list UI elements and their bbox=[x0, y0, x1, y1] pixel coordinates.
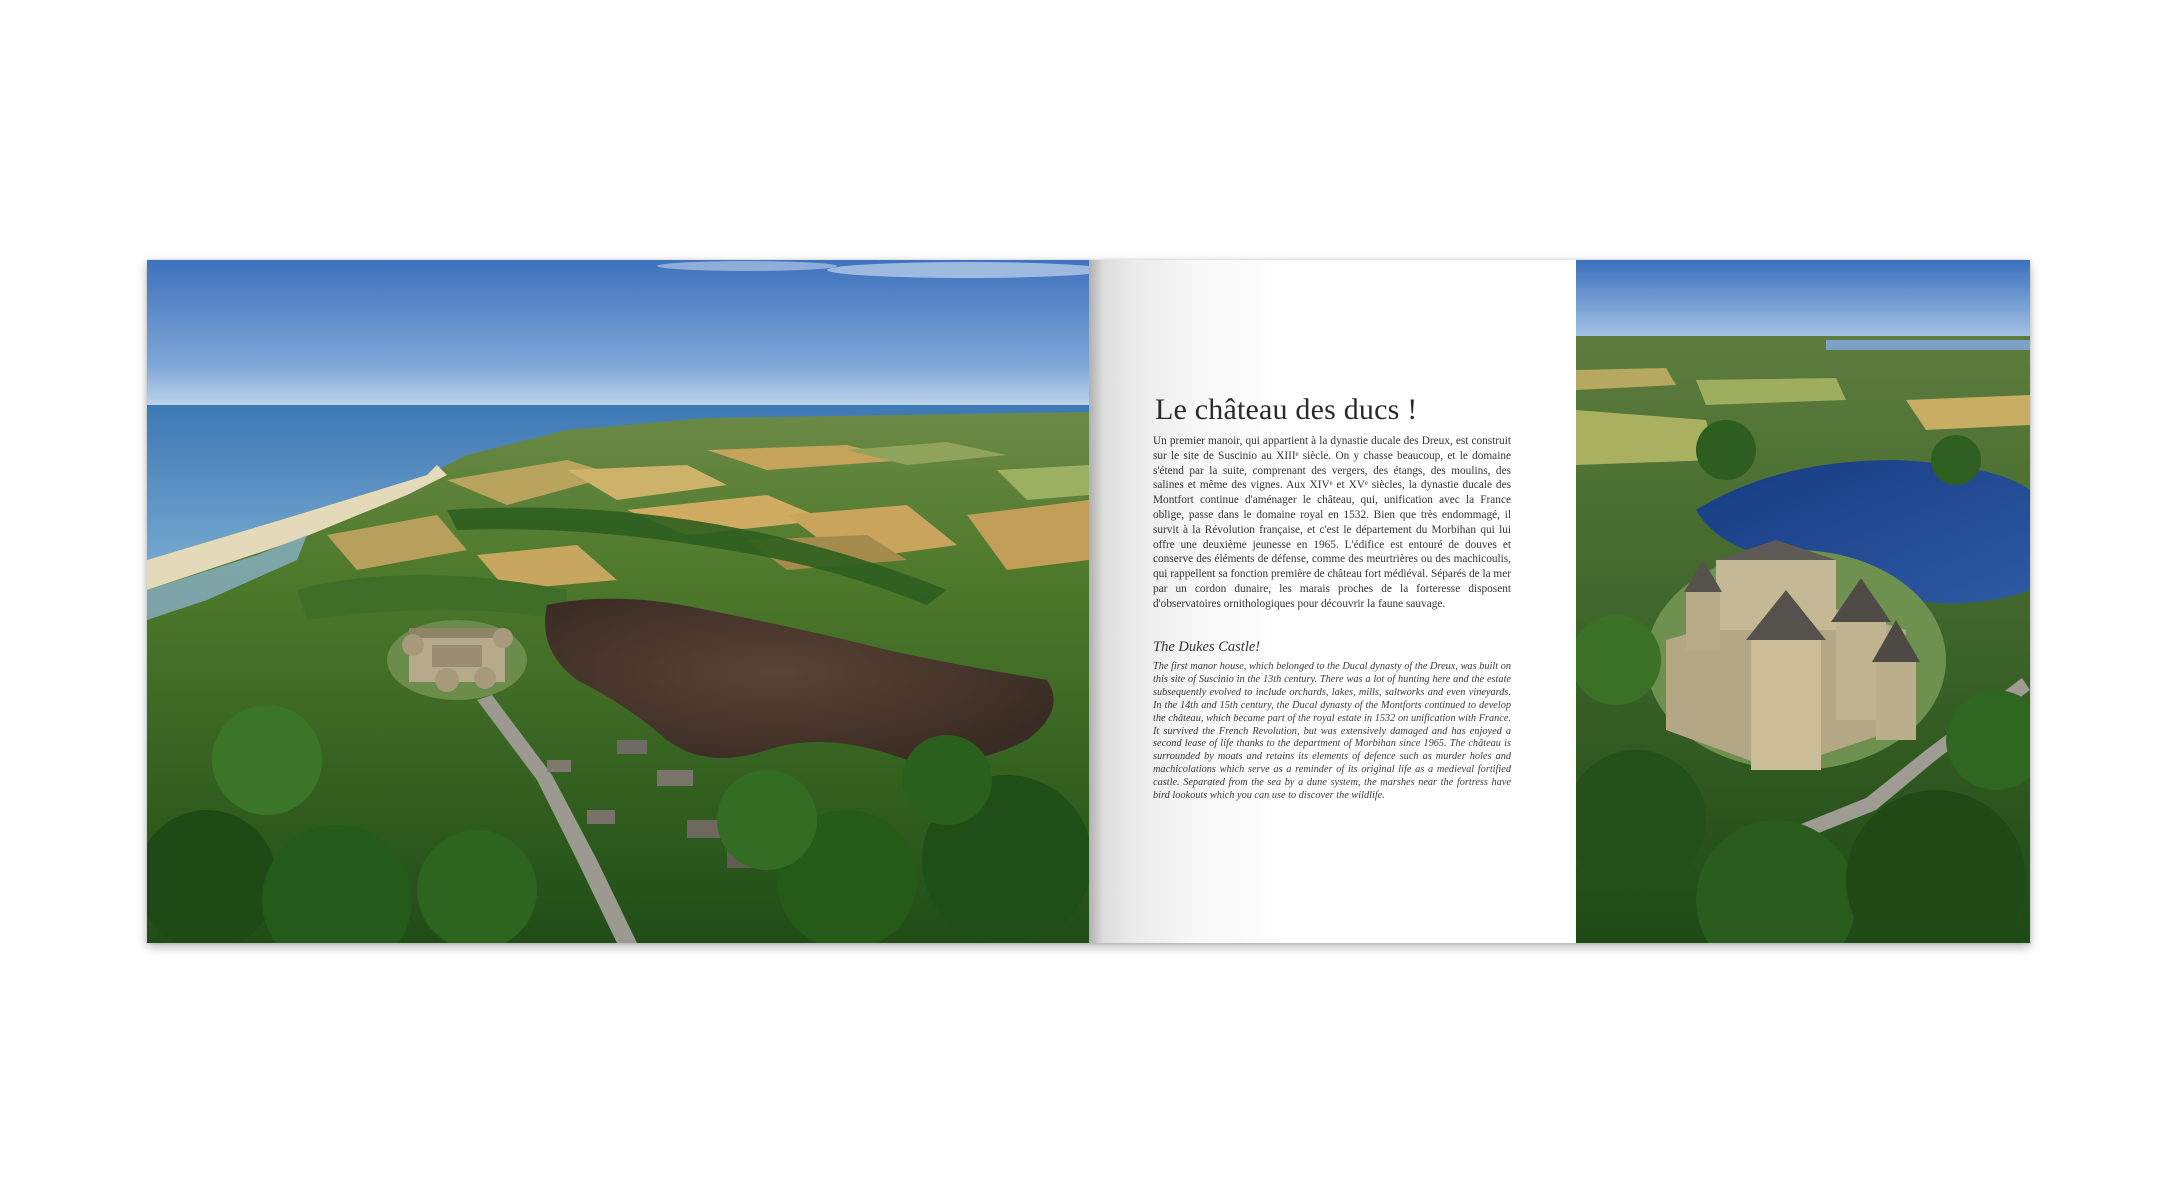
text-page bbox=[1089, 260, 1576, 943]
subtitle-en: The Dukes Castle! bbox=[1153, 639, 1261, 655]
aerial-photo-left bbox=[147, 260, 1089, 943]
page-title-fr: Le château des ducs ! bbox=[1155, 393, 1418, 426]
gutter-shadow bbox=[1089, 260, 1103, 943]
aerial-photo-right bbox=[1576, 260, 2030, 943]
body-text-en: The first manor house, which belonged to the Ducal dynasty of the Dreux, was built on this site of Suscinio in the 13th century. There was a lot of hunting here and the estate subsequently evolved to include orchards, lakes, mills, saltworks and even vineyards. In the 14th and 15th century, the Ducal dynasty of the Montforts continued to develop the château, which became part of the royal estate in 1532 on unification with France. It survived the French Revolution, but was extensively damaged and has enjoyed a second lease of life thanks to the department of Morbihan since 1965. The château is surrounded by moats and retains its elements of defence such as murder holes and machicolations which serve as a reminder of its original life as a medieval fortified castle. Separated from the sea by a dune system, the marshes near the fortress have bird lookouts which you can use to discover the wildlife. bbox=[1153, 661, 1511, 802]
aerial-landscape-image bbox=[147, 260, 1089, 943]
castle-drawing-left bbox=[387, 620, 527, 700]
castle-closeup-image bbox=[1576, 260, 2030, 943]
body-text-fr: Un premier manoir, qui appartient à la dynastie ducale des Dreux, est construit sur le site de Suscinio au XIIIᵉ siècle. On y chasse beaucoup, et le domaine s'étend par la suite, comprenant des vergers, des étangs, des moulins, des salines et même des vignes. Aux XIVᵉ et XVᵉ siècles, la dynastie ducale des Montfort continue d'aménager le château, qui, unification avec la France oblige, passe dans le domaine royal en 1532. Bien que très endommagé, il survit à la Révolution française, et c'est le département du Morbihan qui lui offre une deuxième jeunesse en 1965. L'édifice est entouré de douves et conserve des éléments de défense, comme des meurtrières ou des machicoulis, qui rappellent sa fonction première de château fort médiéval. Séparés de la mer par un cordon dunaire, les marais proches de la forteresse disposent d'observatoires ornithologiques pour découvrir la faune sauvage. bbox=[1153, 435, 1511, 610]
book-spread bbox=[147, 260, 2030, 943]
